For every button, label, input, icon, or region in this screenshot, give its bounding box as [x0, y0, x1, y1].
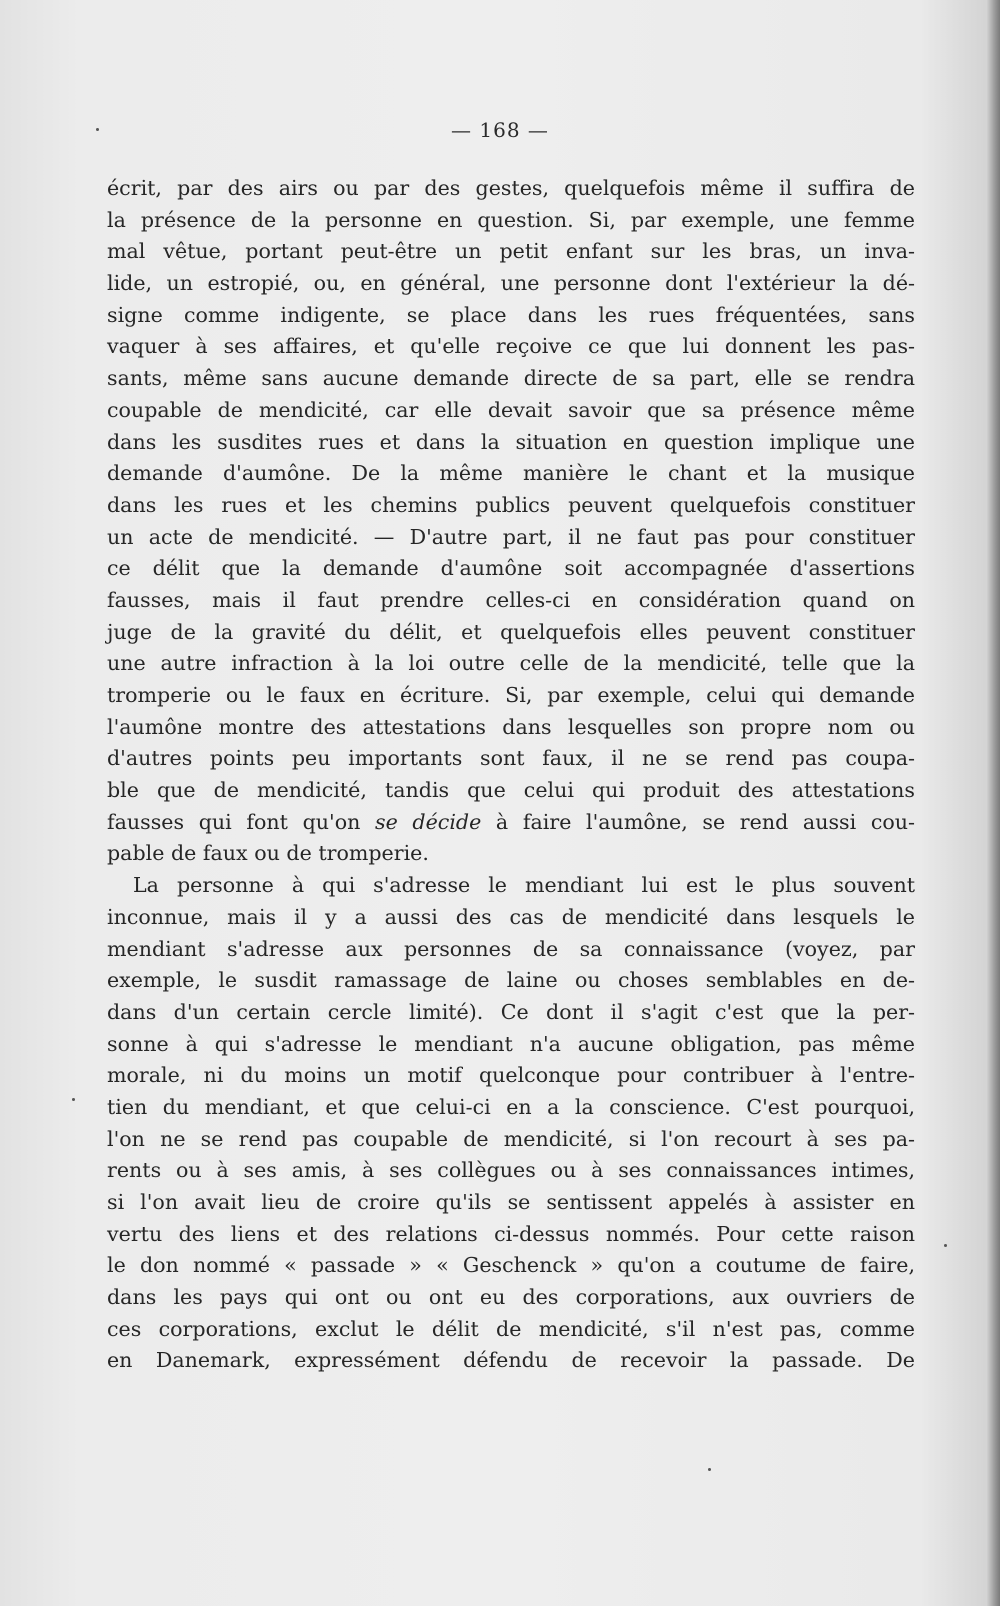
text-line: exemple, le susdit ramassage de laine ou choses semblables en de- [107, 968, 915, 993]
text-segment: à faire l'aumône, se rend aussi cou- [481, 809, 915, 834]
text-line: dans d'un certain cercle limité). Ce dont il s'agit c'est que la per- [107, 999, 915, 1024]
text-line: dans les susdites rues et dans la situation en question implique une [107, 429, 915, 454]
text-line: pable de faux ou de tromperie. [107, 841, 429, 866]
text-line: si l'on avait lieu de croire qu'ils se sentissent appelés à assister en [107, 1190, 915, 1214]
text-line: tromperie ou le faux en écriture. Si, par exemple, celui qui demande [107, 683, 915, 707]
italic-text: se décide [375, 809, 482, 834]
text-line: ce délit que la demande d'aumône soit accompagnée d'assertions [107, 556, 915, 581]
text-line: ces corporations, exclut le délit de mendicité, s'il n'est pas, comme [107, 1316, 915, 1341]
text-line: dans les rues et les chemins publics peuvent quelquefois constituer [107, 492, 915, 517]
paper-speck [72, 1098, 75, 1101]
text-line: La personne à qui s'adresse le mendiant lui est le plus souvent [133, 873, 915, 898]
text-line: morale, ni du moins un motif quelconque pour contribuer à l'entre- [107, 1063, 915, 1088]
text-line: juge de la gravité du délit, et quelquefois elles peuvent constituer [107, 619, 915, 644]
paper-speck [96, 128, 99, 131]
text-line: mal vêtue, portant peut-être un petit enfant sur les bras, un inva- [107, 239, 915, 264]
text-line: ble que de mendicité, tandis que celui qui produit des attestations [107, 778, 915, 803]
text-line [107, 807, 915, 839]
text-line: vaquer à ses affaires, et qu'elle reçoive ce que lui donnent les pas- [107, 334, 915, 359]
text-line: d'autres points peu importants sont faux, il ne se rend pas coupa- [107, 746, 915, 771]
text-line: inconnue, mais il y a aussi des cas de mendicité dans lesquels le [107, 904, 915, 929]
text-line: signe comme indigente, se place dans les rues fréquentées, sans [107, 302, 915, 327]
page-number: — 168 — [451, 118, 549, 142]
text-line: le don nommé « passade » « Geschenck » qu'on a coutume de faire, [107, 1253, 915, 1278]
page-edge-shadow [986, 0, 1000, 1606]
text-line: rents ou à ses amis, à ses collègues ou à ses connaissances intimes, [107, 1158, 915, 1183]
text-line: la présence de la personne en question. Si, par exemple, une femme [107, 207, 915, 232]
text-line: mendiant s'adresse aux personnes de sa connaissance (voyez, par [107, 936, 915, 961]
body-text [107, 173, 915, 1377]
text-line: l'on ne se rend pas coupable de mendicité, si l'on recourt à ses pa- [107, 1126, 915, 1151]
text-segment: fausses qui font qu'on [107, 809, 376, 834]
text-line: une autre infraction à la loi outre celle de la mendicité, telle que la [107, 651, 915, 676]
text-line: dans les pays qui ont ou ont eu des corporations, aux ouvriers de [107, 1285, 915, 1310]
text-line: l'aumône montre des attestations dans lesquelles son propre nom ou [107, 714, 915, 739]
paper-speck [944, 1244, 947, 1247]
text-line: coupable de mendicité, car elle devait savoir que sa présence même [107, 397, 915, 422]
text-line: sants, même sans aucune demande directe de sa part, elle se rendra [107, 366, 915, 391]
text-line: lide, un estropié, ou, en général, une personne dont l'extérieur la dé- [107, 271, 915, 296]
text-line: en Danemark, expressément défendu de recevoir la passade. De [107, 1348, 915, 1373]
text-line: un acte de mendicité. — D'autre part, il ne faut pas pour constituer [107, 524, 915, 549]
text-line: tien du mendiant, et que celui-ci en a la conscience. C'est pourquoi, [107, 1094, 915, 1119]
text-line: demande d'aumône. De la même manière le chant et la musique [107, 461, 915, 486]
text-line: écrit, par des airs ou par des gestes, quelquefois même il suffira de [107, 176, 915, 200]
text-line: vertu des liens et des relations ci-dessus nommés. Pour cette raison [107, 1221, 915, 1246]
paper-speck [708, 1468, 711, 1471]
text-line: sonne à qui s'adresse le mendiant n'a aucune obligation, pas même [107, 1031, 915, 1056]
text-line: fausses, mais il faut prendre celles-ci en considération quand on [107, 587, 915, 612]
